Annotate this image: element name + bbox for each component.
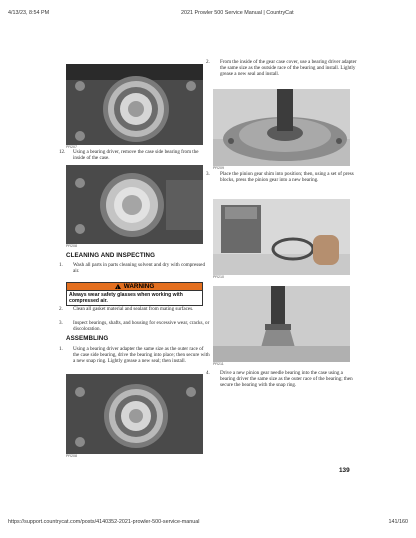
- pinion-gear-shim-photo: [213, 199, 350, 275]
- step-number: 3.: [59, 320, 63, 326]
- bearing-case-photo-3: [66, 374, 203, 454]
- step-number: 12.: [59, 149, 66, 155]
- step-text: Place the pinion gear shim into position; then, using a set of press blocks, press the pinion gear into a new bearing.: [220, 171, 354, 183]
- figure-caption: PR210: [213, 275, 224, 279]
- warning-banner: [66, 282, 203, 291]
- cleaning-step-3: [59, 320, 210, 332]
- browser-page-title: 2021 Prowler 500 Service Manual | CountryCat: [181, 10, 294, 16]
- cleaning-step-1: [59, 262, 210, 274]
- figure-caption: PR207: [66, 145, 77, 149]
- step-number: 3.: [206, 171, 210, 177]
- step-number: 1.: [59, 346, 63, 352]
- browser-page-counter: 141/160: [388, 519, 408, 525]
- step-text: Clean all gasket material and sealant from mating surfaces.: [73, 306, 194, 312]
- figure-caption: PR211: [213, 362, 224, 366]
- step-text: Wash all parts in parts cleaning solvent and dry with compressed air.: [73, 262, 205, 274]
- step-text: Inspect bearings, shafts, and housing for excessive wear, cracks, or discoloration.: [73, 320, 210, 332]
- figure-caption: PR209: [213, 166, 224, 170]
- right-step-4: [206, 370, 357, 388]
- step-text: From the inside of the gear case cover, use a bearing driver adapter the same size as the outside race of the bearing and install. Lightly grease a new seal and install.: [220, 59, 357, 77]
- step-number: 1.: [59, 262, 63, 268]
- warning-label: WARNING: [123, 283, 155, 290]
- manual-page-number: 139: [339, 467, 350, 474]
- gear-case-cover-photo: [213, 89, 350, 166]
- bearing-case-photo-1: [66, 64, 203, 145]
- browser-datetime: 4/13/23, 8:54 PM: [8, 10, 50, 16]
- step-text: Using a bearing driver adapter the same size as the outer race of the case side bearing, drive the bearing into place; then secure with a new snap ring. Lightly grease a new seal; then install.: [73, 346, 210, 364]
- assembling-heading: ASSEMBLING: [66, 335, 109, 342]
- assembling-step-1: [59, 346, 210, 364]
- figure-caption: PR208: [66, 244, 77, 248]
- step-text: Drive a new pinion gear needle bearing into the case using a bearing driver the same size as the outer race of the bearing; then secure the bearing with the snap ring.: [220, 370, 353, 388]
- figure-caption: PR208: [66, 454, 77, 458]
- right-step-2: [206, 59, 357, 77]
- browser-url: https://support.countrycat.com/posts/4140352-2021-prowler-500-service-manual: [8, 519, 200, 525]
- cleaning-inspecting-heading: CLEANING AND INSPECTING: [66, 252, 156, 259]
- pinion-needle-bearing-photo: [213, 286, 350, 362]
- right-step-3: [206, 171, 357, 183]
- step-text: Using a bearing driver, remove the case side bearing from the inside of the case.: [73, 149, 199, 161]
- step-number: 2.: [206, 59, 210, 65]
- step-number: 2.: [59, 306, 63, 312]
- cleaning-step-2: [59, 306, 210, 312]
- step-12: [59, 149, 210, 161]
- warning-triangle-icon: [115, 284, 121, 289]
- bearing-case-photo-2: [66, 165, 203, 244]
- warning-text: Always wear safety glasses when working with compressed air.: [66, 291, 203, 306]
- step-number: 4.: [206, 370, 210, 376]
